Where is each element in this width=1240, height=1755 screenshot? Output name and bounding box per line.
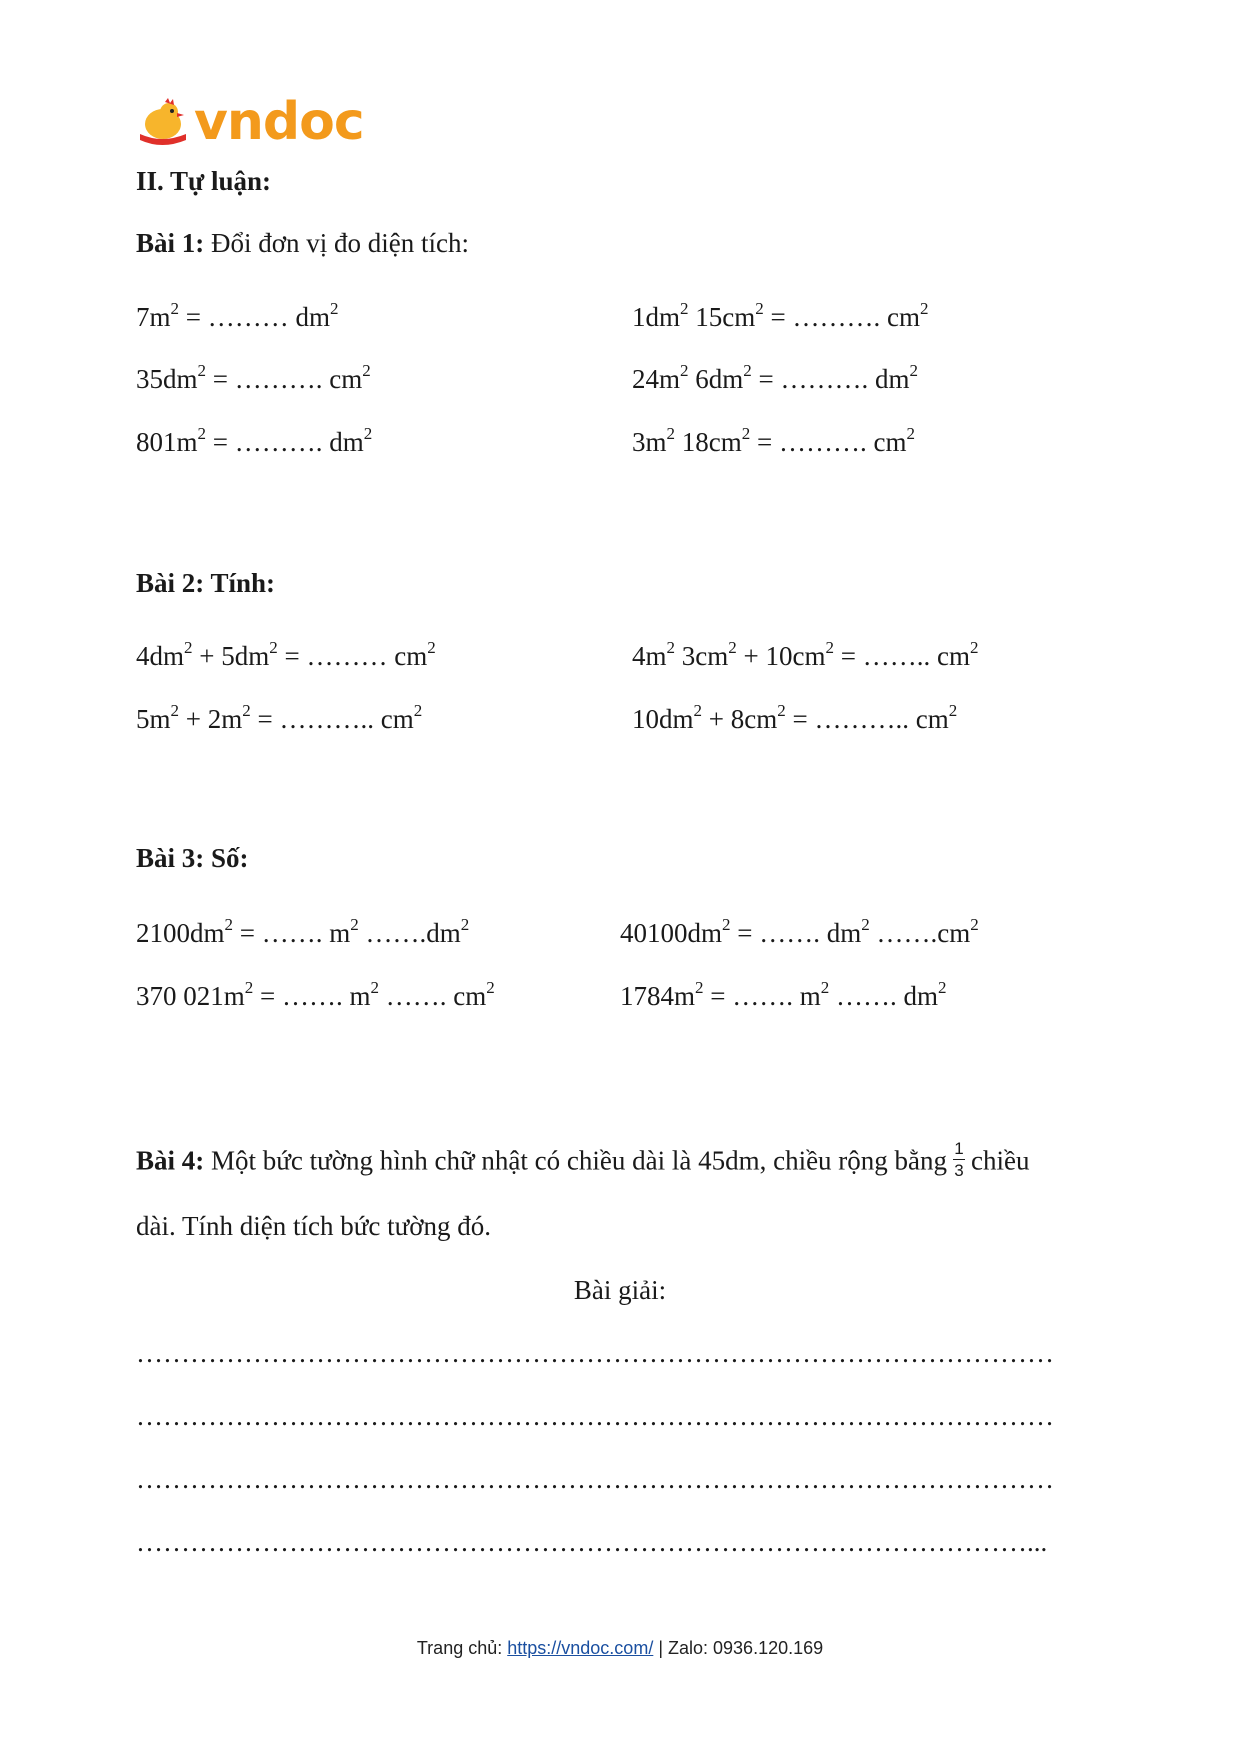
bai4-text: Một bức tường hình chữ nhật có chiều dài là 45dm, chiều rộng bằng	[204, 1145, 948, 1176]
bai1-label: Bài 1:	[136, 228, 205, 258]
bai4-label: Bài 4:	[136, 1145, 205, 1176]
page-footer	[0, 1638, 1240, 1659]
bai1-right-3: $3m^2$ $18cm^2$ = ………. $cm^2$	[632, 424, 915, 457]
bai1-text: Đổi đơn vị đo diện tích:	[204, 228, 470, 258]
bai1-right-1: $1dm^2$ $15cm^2$ = ………. $cm^2$	[632, 299, 929, 332]
bai1-left-2: $35dm^2$ = ………. $cm^2$	[136, 361, 371, 394]
bai4-problem-line2: dài. Tính diện tích bức tường đó.	[136, 1211, 491, 1241]
bai1-right-2: $24m^2$ $6dm^2$ = ………. $dm^2$	[632, 361, 919, 394]
footer-prefix: Trang chủ:	[416, 1638, 508, 1658]
section-title: II. Tự luận:	[136, 166, 272, 196]
fraction-one-third: $\frac{1}{3}$	[954, 1139, 964, 1180]
solution-title: Bài giải:	[573, 1275, 667, 1305]
answer-line-4: ………………………………………………………………………………………...	[136, 1527, 1048, 1557]
answer-line-1: …………………………………………………………………………………………	[136, 1338, 1054, 1368]
bai3-right-1: $40100dm^2$ = ……. $dm^2$ $\dots\dots.cm^2$	[620, 915, 979, 948]
bai2-right-1: $4m^2$ $3cm^2 + 10cm^2$ = …….. $cm^2$	[632, 638, 979, 671]
bai1-left-3: $801m^2$ = ………. $dm^2$	[136, 424, 373, 457]
vndoc-logo	[136, 92, 364, 152]
bai2-left-2: $5m^2 + 2m^2$ = ……….. $cm^2$	[136, 701, 423, 734]
answer-line-2: …………………………………………………………………………………………	[136, 1401, 1054, 1431]
bai2-left-1: $4dm^2 + 5dm^2$ = ……… $cm^2$	[136, 638, 436, 671]
bai4-problem: Bài 4: Một bức tường hình chữ nhật có chiều dài là 45dm, chiều rộng bằng $\frac{1}{3}$ chiều	[136, 1139, 1030, 1180]
footer-contact: | Zalo: 0936.120.169	[653, 1638, 824, 1658]
logo-wordmark: vndoc	[194, 92, 364, 152]
bai2-title: Bài 2: Tính:	[136, 568, 276, 598]
bai2-right-2: $10dm^2 + 8cm^2$ = ……….. $cm^2$	[632, 701, 958, 734]
bai3-right-2: $1784m^2$ = ……. $m^2$ ……. $dm^2$	[620, 978, 947, 1011]
homepage-link[interactable]: https://vndoc.com/	[507, 1638, 654, 1658]
chicken-mascot-icon	[136, 98, 188, 146]
bai3-left-1: $2100dm^2$ = ……. $m^2$ $\dots\dots.dm^2$	[136, 915, 470, 948]
bai3-title: Bài 3: Số:	[136, 843, 249, 873]
bai3-left-2: 370 $021m^2$ = ……. $m^2$ ……. $cm^2$	[136, 978, 495, 1011]
bai1-title	[136, 228, 469, 259]
answer-line-3: …………………………………………………………………………………………	[136, 1464, 1054, 1494]
bai1-left-1: $7m^2$ = ……… $dm^2$	[136, 299, 339, 332]
